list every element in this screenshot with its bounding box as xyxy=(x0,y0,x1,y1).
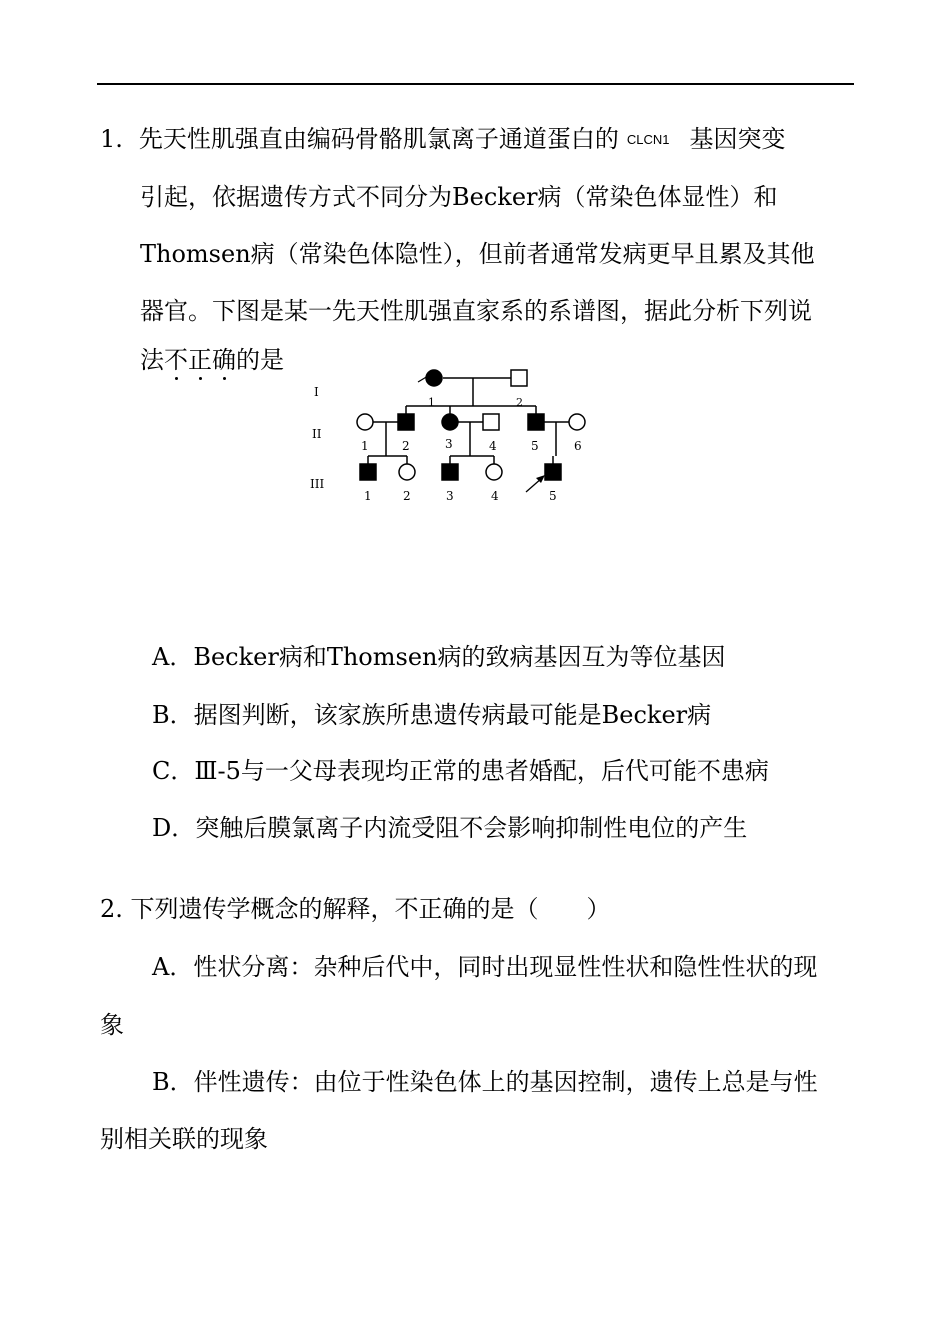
q1-line5-start: 法 xyxy=(140,346,164,374)
gen-label-1: I xyxy=(314,385,319,399)
gen3-2-female xyxy=(399,464,415,480)
q1-line4: 器官。下图是某一先天性肌强直家系的系谱图，据此分析下列说 xyxy=(140,297,812,325)
gen2-4-male xyxy=(483,414,499,430)
q1-option-a: A．Becker病和Thomsen病的致病基因互为等位基因 xyxy=(152,643,726,671)
emphasis-char: 正 xyxy=(188,346,212,374)
gen3-number: 4 xyxy=(491,489,499,503)
gen3-number: 5 xyxy=(549,489,557,503)
gen1-number: 2 xyxy=(516,396,523,409)
gen2-number: 5 xyxy=(531,439,539,453)
q1-text-part2: 基因突变 xyxy=(689,125,786,153)
q2-option-b-line1: B．伴性遗传：由位于性染色体上的基因控制，遗传上总是与性 xyxy=(152,1068,818,1096)
gen-label-2: II xyxy=(312,427,322,441)
proband-arrow xyxy=(526,475,545,492)
gen3-number: 3 xyxy=(446,489,454,503)
q1-option-b: B．据图判断，该家族所患遗传病最可能是Becker病 xyxy=(152,701,712,729)
gen2-number: 3 xyxy=(445,437,453,451)
emphasis-char: 确 xyxy=(212,346,236,374)
q1-line5 xyxy=(140,345,284,375)
gen3-3-male-affected xyxy=(442,464,458,480)
emphasis-char: 不 xyxy=(164,346,188,374)
gen3-1-male-affected xyxy=(360,464,376,480)
gen1-male-unaffected xyxy=(511,370,527,386)
q1-line2: 引起，依据遗传方式不同分为Becker病（常染色体显性）和 xyxy=(140,183,778,211)
q2-option-a-line1: A．性状分离：杂种后代中，同时出现显性性状和隐性性状的现 xyxy=(152,953,818,981)
gene-label: CLCN1 xyxy=(626,132,670,147)
gen2-6-female xyxy=(569,414,585,430)
q1-line3: Thomsen病（常染色体隐性），但前者通常发病更早且累及其他 xyxy=(140,240,815,268)
gen2-1-female xyxy=(357,414,373,430)
gen2-5-male-affected xyxy=(528,414,544,430)
gen2-2-male-affected xyxy=(398,414,414,430)
q1-line5-end: 的是 xyxy=(236,346,284,374)
gen3-4-female xyxy=(486,464,502,480)
q2-option-a-line2: 象 xyxy=(100,1011,124,1039)
pedigree-chart xyxy=(300,360,600,510)
gen-label-3: III xyxy=(310,477,325,491)
q1-option-c: C．Ⅲ-5与一父母表现均正常的患者婚配，后代可能不患病 xyxy=(152,757,769,785)
gen1-number: 1 xyxy=(428,396,435,409)
gen3-number: 2 xyxy=(403,489,411,503)
header-rule xyxy=(97,83,854,85)
q2-stem: 2. 下列遗传学概念的解释，不正确的是（ ） xyxy=(100,895,611,923)
gen2-number: 6 xyxy=(574,439,582,453)
q1-line1 xyxy=(100,124,786,155)
gen2-number: 1 xyxy=(361,439,369,453)
q1-text-part1: 先天性肌强直由编码骨骼肌氯离子通道蛋白的 xyxy=(138,125,619,153)
gen3-number: 1 xyxy=(364,489,372,503)
q2-option-b-line2: 别相关联的现象 xyxy=(100,1125,268,1153)
gen2-number: 2 xyxy=(402,439,410,453)
q1-number: 1. xyxy=(100,125,123,153)
gen2-3-female-affected xyxy=(442,414,458,430)
gen1-female-affected xyxy=(426,370,442,386)
gen3-5-male-proband xyxy=(545,464,561,480)
q1-option-d: D．突触后膜氯离子内流受阻不会影响抑制性电位的产生 xyxy=(152,814,748,842)
gen2-number: 4 xyxy=(489,439,497,453)
